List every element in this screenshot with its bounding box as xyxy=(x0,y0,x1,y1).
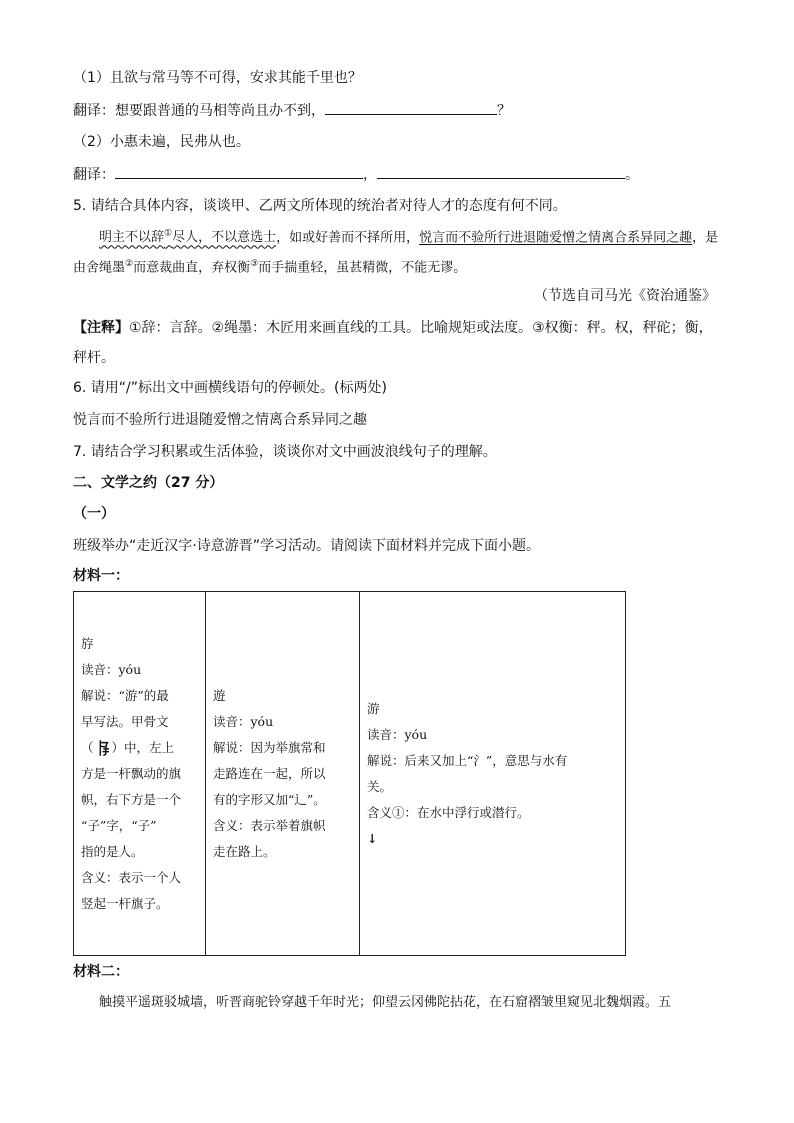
explanation-line: 方是一杆飘动的旗 xyxy=(81,765,182,781)
material-1-table xyxy=(73,591,626,956)
explanation-line: 关。 xyxy=(367,778,393,794)
wavy-underlined-sentence: 明主不以辞①尽人，不以意选士 xyxy=(99,229,277,246)
section-2-title: 二、文学之约（27 分） xyxy=(73,475,224,491)
explanation-line: 早写法。甲骨文 xyxy=(81,713,169,729)
translation2-mid: ， xyxy=(363,167,377,183)
explanation-line: 含义：表示一个人 xyxy=(81,869,182,885)
oracle-bone-glyph-icon xyxy=(94,739,112,757)
table-cell-you-oracle xyxy=(74,592,206,956)
q4-item1: （1）且欲与常马等不可得，安求其能千里也？ xyxy=(73,70,362,86)
material-2-label: 材料二： xyxy=(73,964,129,980)
passage-text: ，是由舍绳墨 xyxy=(73,230,719,276)
question-5: 5. 请结合具体内容，谈谈甲、乙两文所体现的统治者对待人才的态度有何不同。 xyxy=(73,198,567,214)
classical-passage xyxy=(73,221,723,282)
material-1-label: 材料一： xyxy=(73,568,129,584)
section-2-subtitle: （一） xyxy=(73,506,115,522)
notes-line-2: 秤杆。 xyxy=(73,350,115,366)
char-heading: 斿 xyxy=(81,635,94,651)
char-heading: 游 xyxy=(367,700,380,716)
explanation-line: 含义：表示举着旗帜 xyxy=(213,817,326,833)
q4-translation2 xyxy=(73,164,639,185)
explanation-line: 解说：后来又加上“氵”，意思与水有 xyxy=(367,752,568,768)
note-ref-2: ② xyxy=(125,259,134,270)
translation2-suffix: 。 xyxy=(625,167,639,183)
table-cell-you-swim xyxy=(360,592,626,956)
translation2-prefix: 翻译： xyxy=(73,167,115,183)
explanation-line: 走路连在一起，所以 xyxy=(213,765,326,781)
explanation-line: 帜，右下方是一个 xyxy=(81,791,182,807)
explanation-line: 解说：“游”的最 xyxy=(81,687,169,703)
note-ref-3: ③ xyxy=(250,259,259,270)
notes-line-1 xyxy=(73,318,713,338)
passage-text: 而手揣重轻，虽甚精微，不能无谬。 xyxy=(258,260,467,276)
answer-blank-1[interactable] xyxy=(325,100,497,115)
char-pronunciation: 读音：yóu xyxy=(213,713,274,729)
explanation-line: 竖起一杆旗子。 xyxy=(81,895,169,911)
q6-sentence: 悦言而不验所行进退随爱憎之情离合系异同之趣 xyxy=(73,412,367,428)
passage-text: 而意裁曲直，弃权衡 xyxy=(133,260,251,276)
notes-label: 【注释】 xyxy=(73,320,129,336)
explanation-line: 走在路上。 xyxy=(213,843,276,859)
answer-blank-3[interactable] xyxy=(377,164,625,179)
material-2-text: 触摸平遥斑驳城墙，听晋商驼铃穿越千年时光；仰望云冈佛陀拈花，在石窟褶皱里窥见北魏烟霞。五 xyxy=(99,995,672,1010)
explanation-line: （ ）中，左上 xyxy=(81,735,198,761)
translation1-suffix: ？ xyxy=(497,103,511,119)
explanation-line: “子”字，“子” xyxy=(81,817,157,833)
underlined-sentence: 悦言而不验所行进退随爱憎之情离合系异同之趣 xyxy=(419,230,693,246)
q4-item2: （2）小惠未遍，民弗从也。 xyxy=(73,134,250,150)
arrow-down-icon: ↓ xyxy=(367,830,378,846)
question-7: 7. 请结合学习积累或生活体验，谈谈你对文中画波浪线句子的理解。 xyxy=(73,444,497,460)
q4-translation1 xyxy=(73,100,511,121)
translation1-prefix: 翻译：想要跟普通的马相等尚且办不到， xyxy=(73,103,325,119)
question-6: 6. 请用“/”标出文中画横线语句的停顿处。(标两处) xyxy=(73,380,387,396)
explanation-line: 有的字形又加“辶”。 xyxy=(213,791,326,807)
explanation-line: 解说：因为举旗常和 xyxy=(213,739,326,755)
explanation-line: 指的是人。 xyxy=(81,843,144,859)
answer-blank-2[interactable] xyxy=(115,164,363,179)
explanation-line: 含义①：在水中浮行或潜行。 xyxy=(367,804,530,820)
passage-text: ，如或好善而不择所用， xyxy=(276,230,420,246)
section-2-intro: 班级举办“走近汉字·诗意游晋”学习活动。请阅读下面材料并完成下面小题。 xyxy=(73,538,540,554)
char-heading: 遊 xyxy=(213,687,226,703)
char-pronunciation: 读音：yóu xyxy=(367,726,428,742)
passage-source: （节选自司马光《资治通鉴》 xyxy=(534,288,716,304)
notes-text: ①辞：言辞。②绳墨：木匠用来画直线的工具。比喻规矩或法度。③权衡：秤。权，秤砣；衡， xyxy=(129,320,713,336)
char-pronunciation: 读音：yóu xyxy=(81,661,142,677)
table-cell-you-walk xyxy=(206,592,360,956)
